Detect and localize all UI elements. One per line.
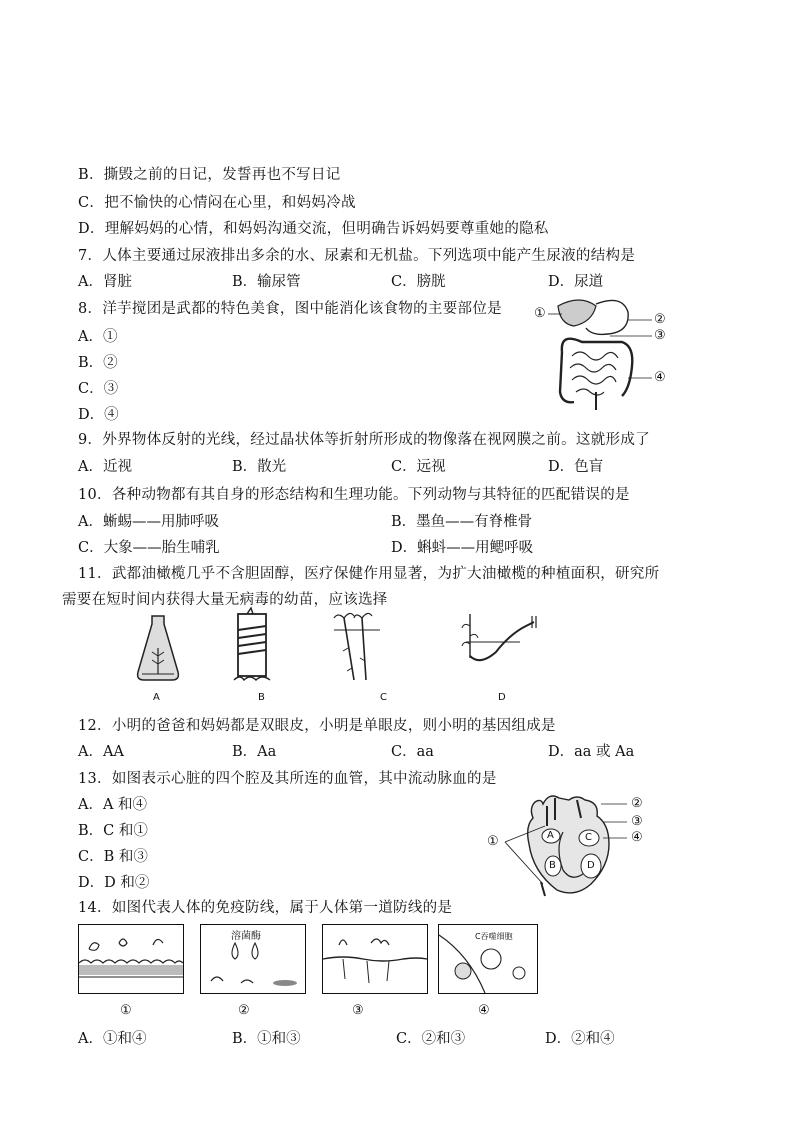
q14-option-c: C．②和③ — [396, 1031, 466, 1047]
q10-stem: 10．各种动物都有其自身的形态结构和生理功能。下列动物与其特征的匹配错误的是 — [78, 487, 630, 503]
defense-panel-1 — [78, 924, 184, 994]
q9-stem: 9．外界物体反射的光线，经过晶状体等折射所形成的物像落在视网膜之前。这就形成了 — [78, 432, 650, 448]
tissue-culture-flask-icon — [138, 616, 179, 680]
q9-option-c: C．远视 — [391, 459, 446, 475]
digestive-system-figure — [530, 292, 680, 417]
q10-option-d: D．蝌蚪——用鳃呼吸 — [391, 540, 534, 556]
defense-panel-3 — [322, 924, 428, 994]
q8-option-a: A．① — [78, 329, 118, 345]
heart-figure — [485, 792, 655, 900]
q12-stem: 12．小明的爸爸和妈妈都是双眼皮，小明是单眼皮，则小明的基因组成是 — [78, 718, 556, 734]
defense-panel-4 — [438, 924, 538, 994]
digestive-label-1: ① — [534, 306, 546, 321]
heart-chamber-d: D — [587, 860, 595, 871]
q14-option-b: B．①和③ — [232, 1031, 301, 1047]
q9-option-a: A．近视 — [78, 459, 132, 475]
q14-option-d: D．②和④ — [545, 1031, 615, 1047]
q11-caption-d: D — [498, 692, 506, 703]
q9-option-d: D．色盲 — [548, 459, 604, 475]
q9-option-b: B．散光 — [232, 459, 287, 475]
q13-option-c: C．B 和③ — [78, 849, 148, 865]
q14-caption-1: ① — [120, 1003, 132, 1018]
q11-caption-c: C — [380, 692, 387, 703]
q13-option-b: B．C 和① — [78, 823, 148, 839]
q13-option-d: D．D 和② — [78, 875, 150, 891]
defense-panel-2 — [200, 924, 306, 994]
q8-stem: 8．洋芋搅团是武都的特色美食，图中能消化该食物的主要部位是 — [78, 301, 502, 317]
q12-option-d: D．aa 或 Aa — [548, 744, 635, 760]
layering-icon — [462, 614, 536, 660]
q7-option-a: A．肾脏 — [78, 274, 132, 290]
q14-caption-4: ④ — [478, 1003, 490, 1018]
q11-stem-line2: 需要在短时间内获得大量无病毒的幼苗，应该选择 — [62, 592, 388, 608]
q14-caption-2: ② — [238, 1003, 250, 1018]
q7-option-b: B．输尿管 — [232, 274, 301, 290]
digestive-label-4: ④ — [654, 370, 666, 385]
plant-propagation-figures — [130, 608, 570, 708]
heart-chamber-c: C — [585, 832, 592, 843]
q10-option-b: B．墨鱼——有脊椎骨 — [391, 514, 533, 530]
option-b-line: B．撕毁之前的日记，发誓再也不写日记 — [78, 167, 341, 183]
digestive-label-3: ③ — [654, 328, 666, 343]
q14-caption-3: ③ — [352, 1003, 364, 1018]
q10-option-c: C．大象——胎生哺乳 — [78, 540, 220, 556]
q7-option-d: D．尿道 — [548, 274, 604, 290]
q8-option-b: B．② — [78, 355, 118, 371]
option-c-line: C．把不愉快的心情闷在心里，和妈妈冷战 — [78, 195, 356, 211]
heart-label-3: ③ — [631, 814, 643, 829]
q11-caption-b: B — [258, 692, 265, 703]
q10-option-a: A．蜥蜴——用肺呼吸 — [78, 514, 219, 530]
q11-stem-line1: 11．武都油橄榄几乎不含胆固醇，医疗保健作用显著，为扩大油橄榄的种植面积，研究所 — [78, 566, 660, 582]
phagocyte-text: C吞噬细胞 — [475, 932, 513, 941]
q12-option-a: A．AA — [78, 744, 124, 760]
heart-chamber-a: A — [547, 830, 554, 841]
heart-label-1: ① — [487, 834, 499, 849]
lysozyme-text: 溶菌酶 — [231, 931, 261, 942]
q8-option-d: D．④ — [78, 407, 119, 423]
grafting-stump-icon — [234, 608, 270, 680]
digestive-label-2: ② — [654, 312, 666, 327]
q11-caption-a: A — [153, 692, 160, 703]
heart-label-2: ② — [631, 796, 643, 811]
q12-option-c: C．aa — [391, 744, 434, 760]
heart-chamber-b: B — [549, 860, 556, 871]
q13-stem: 13．如图表示心脏的四个腔及其所连的血管，其中流动脉血的是 — [78, 771, 497, 787]
q8-option-c: C．③ — [78, 381, 119, 397]
q12-option-b: B．Aa — [232, 744, 277, 760]
heart-label-4: ④ — [631, 830, 643, 845]
cuttings-icon — [334, 613, 380, 680]
q14-stem: 14．如图代表人体的免疫防线，属于人体第一道防线的是 — [78, 900, 453, 916]
q14-option-a: A．①和④ — [78, 1031, 147, 1047]
q7-option-c: C．膀胱 — [391, 274, 446, 290]
q13-option-a: A．A 和④ — [78, 797, 148, 813]
q7-stem: 7．人体主要通过尿液排出多余的水、尿素和无机盐。下列选项中能产生尿液的结构是 — [78, 248, 636, 264]
option-d-line: D．理解妈妈的心情，和妈妈沟通交流，但明确告诉妈妈要尊重她的隐私 — [78, 221, 549, 237]
